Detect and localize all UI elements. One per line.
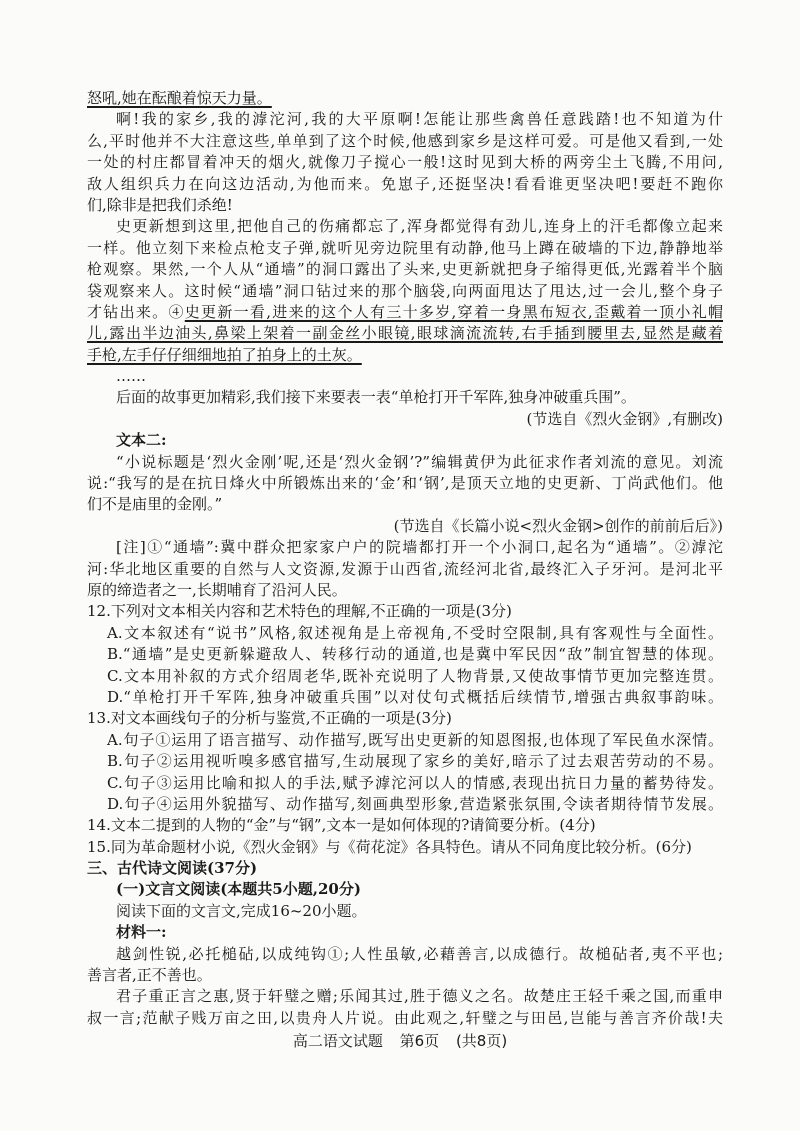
text-line	[87, 152, 723, 173]
line-text: A.句子①运用了语言描写、动作描写,既写出史更新的知恩图报,也体现了军民鱼水深情。	[107, 730, 723, 749]
line-text: 史更新想到这里,把他自己的伤痛都忘了,浑身都觉得有劲儿,连身上的汗毛都像立起来	[116, 217, 723, 236]
answer-option	[87, 794, 723, 815]
page-footer	[0, 1030, 800, 1051]
text-line	[87, 559, 723, 580]
question-13	[87, 708, 723, 729]
text-line	[87, 494, 723, 515]
underlined-sentence: 儿,露出半边油头,鼻梁上架着一副金丝小眼镜,眼球滴流流转,右手插到腰里去,显然是藏着	[87, 324, 723, 343]
answer-option	[87, 623, 723, 644]
source-citation	[87, 516, 723, 537]
source-citation	[87, 409, 723, 430]
line-text: 么,平时他并不大注意这些,单单到了这个时候,他感到家乡是这样可爱。可是他又看到,一处	[87, 131, 723, 150]
answer-option	[87, 730, 723, 751]
line-text: D.句子④运用外貌描写、动作描写,刻画典型形象,营造紧张氛围,令读者期待情节发展。	[107, 794, 723, 813]
text-line	[87, 901, 723, 922]
underlined-sentence: 怒吼,她在酝酿着惊天力量。	[87, 89, 272, 107]
subsection-heading	[87, 879, 723, 900]
material-one-label	[87, 922, 723, 943]
line-text: 河:华北地区重要的自然与人文资源,发源于山西省,流经河北省,最终汇入子牙河。是河北平	[87, 559, 723, 578]
line-text: 一样。他立刻下来检点枪支子弹,就听见旁边院里有动静,他马上蹲在破墙的下边,静静地举	[87, 238, 723, 257]
line-text: 们,除非是把我们杀绝!	[87, 195, 233, 214]
text-line	[87, 323, 723, 344]
line-text: 15.同为革命题材小说,《烈火金钢》与《荷花淀》各具特色。请从不同角度比较分析。(6分)	[87, 837, 692, 856]
answer-option	[87, 666, 723, 687]
text-line	[87, 366, 723, 387]
text-line	[87, 345, 723, 366]
text-line	[87, 281, 723, 302]
line-text: 袋观察来人。这时候“通墙”洞口钻过来的那个脑袋,向两面甩达了甩达,过一会儿,整个身子	[87, 281, 723, 300]
text-line	[87, 259, 723, 280]
exam-page-body	[87, 88, 723, 1029]
line-text: A.文本叙述有“说书”风格,叙述视角是上帝视角,不受时空限制,具有客观性与全面性。	[107, 623, 723, 642]
question-15	[87, 837, 723, 858]
answer-option	[87, 773, 723, 794]
question-12	[87, 601, 723, 622]
answer-option	[87, 687, 723, 708]
line-text: ……	[116, 367, 146, 386]
line-text: B.“通墙”是史更新躲避敌人、转移行动的通道,也是冀中军民因“敌”制宜智慧的体现。	[107, 645, 723, 664]
text-line	[87, 1008, 723, 1029]
line-text: 啊!我的家乡,我的滹沱河,我的大平原啊!怎能让那些禽兽任意践踏!也不知道为什	[116, 110, 723, 129]
underlined-sentence: 史更新一看,进来的这个人有三十多岁,穿着一身黑布短衣,歪戴着一顶小礼帽	[184, 302, 723, 321]
line-text: 阅读下面的文言文,完成16~20小题。	[116, 901, 367, 920]
line-text: B.句子②运用视听嗅多感官描写,生动展现了家乡的美好,暗示了过去艰苦劳动的不易。	[107, 752, 723, 771]
text-line	[87, 387, 723, 408]
line-text: D.“单枪打开千军阵,独身冲破重兵围”以对仗句式概括后续情节,增强古典叙事韵味。	[107, 687, 723, 706]
text-line	[87, 174, 723, 195]
line-text: C.文本用补叙的方式介绍周老华,既补充说明了人物背景,又使故事情节更加完整连贯。	[107, 666, 723, 685]
text-line	[87, 131, 723, 152]
line-text: 材料一:	[116, 923, 167, 942]
text-line	[87, 986, 723, 1007]
line-text: 12.下列对文本相关内容和艺术特色的理解,不正确的一项是(3分)	[87, 602, 512, 621]
section-heading-text-two	[87, 430, 723, 451]
answer-option	[87, 751, 723, 772]
footer-page-number: 第6页	[399, 1032, 440, 1050]
line-text: 14.文本二提到的人物的“金”与“钢”,文本一是如何体现的?请简要分析。(4分)	[87, 816, 596, 835]
line-text: 说:“我写的是在抗日烽火中所锻炼出来的‘金’和‘钢’,是顶天立地的史更新、丁尚武他们。他	[87, 474, 723, 493]
text-line	[87, 195, 723, 216]
line-text: 枪观察。果然,一个人从“通墙”的洞口露出了头来,史更新就把身子缩得更低,光露着半个脑	[87, 260, 723, 279]
line-text: C.句子③运用比喻和拟人的手法,赋予滹沱河以人的情感,表现出抗日力量的蓄势待发。	[107, 773, 723, 792]
footer-total-pages: (共8页)	[455, 1032, 508, 1050]
line-text: [注]①“通墙”:冀中群众把家家户户的院墙都打开一个小洞口,起名为“通墙”。②滹沱	[116, 538, 723, 557]
text-line	[87, 452, 723, 473]
line-text: (节选自《烈火金钢》,有删改)	[526, 409, 723, 428]
line-text: 才钻出来。④	[87, 302, 185, 321]
text-line	[87, 473, 723, 494]
text-line	[87, 537, 723, 558]
text-line	[87, 238, 723, 259]
line-text: 善言者,正不善也。	[87, 966, 212, 985]
line-text: 一处的村庄都冒着冲天的烟火,就像刀子搅心一般!这时见到大桥的两旁尘土飞腾,不用问,	[87, 153, 723, 172]
line-text: 13.对文本画线句子的分析与鉴赏,不正确的一项是(3分)	[87, 709, 452, 728]
text-line	[87, 216, 723, 237]
line-text: 后面的故事更加精彩,我们接下来要表一表“单枪打开千军阵,独身冲破重兵围”。	[116, 388, 636, 407]
line-text: 文本二:	[116, 431, 167, 450]
answer-option	[87, 644, 723, 665]
text-line	[87, 88, 723, 109]
text-line	[87, 302, 723, 323]
line-text: 叔一言;范献子贱万亩之田,以贵舟人片说。由此观之,轩璧之与田邑,岂能与善言齐价哉!夫	[87, 1008, 723, 1027]
line-text: 越剑性锐,必托槌砧,以成纯钩①;人性虽敏,必藉善言,以成德行。故槌砧者,夷不平也;	[116, 944, 723, 963]
text-line	[87, 965, 723, 986]
question-14	[87, 815, 723, 836]
line-text: (一)文言文阅读(本题共5小题,20分)	[116, 880, 361, 899]
section-heading-classical	[87, 858, 723, 879]
line-text: 敌人组织兵力在向这边活动,为他而来。免崽子,还挺坚决!看看谁更坚决吧!要赶不跑你	[87, 174, 723, 193]
line-text: 三、古代诗文阅读(37分)	[87, 859, 258, 878]
footer-subject: 高二语文试题	[292, 1032, 383, 1050]
line-text: (节选自《长篇小说<烈火金钢>创作的前前后后》)	[393, 516, 723, 535]
text-line	[87, 580, 723, 601]
line-text: 们不是庙里的金刚。”	[87, 495, 223, 514]
line-text: 原的缔造者之一,长期哺育了沿河人民。	[87, 580, 347, 599]
line-text: “小说标题是‘烈火金刚’呢,还是‘烈火金钢’?”编辑黄伊为此征求作者刘流的意见。刘流	[116, 452, 723, 471]
line-text: 君子重正言之惠,贤于轩璧之赠;乐闻其过,胜于德义之名。故楚庄王轻千乘之国,而重申	[116, 987, 723, 1006]
text-line	[87, 944, 723, 965]
text-line	[87, 109, 723, 130]
underlined-sentence: 手枪,左手仔仔细细地拍了拍身上的土灰。	[87, 345, 362, 364]
